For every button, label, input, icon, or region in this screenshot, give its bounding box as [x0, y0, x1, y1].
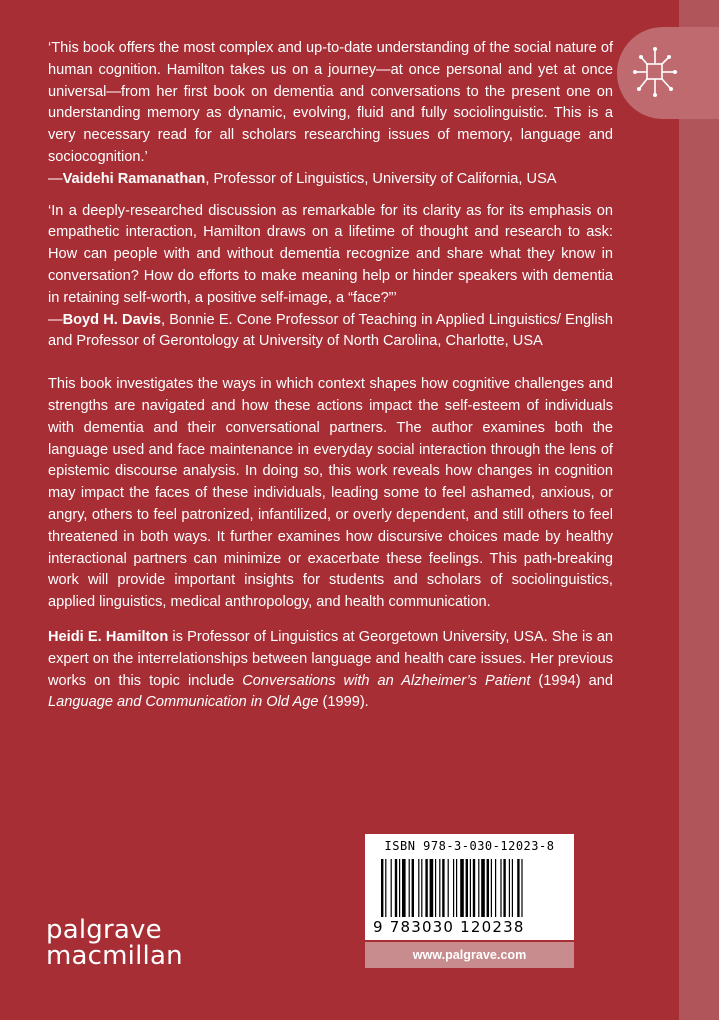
barcode-icon: [381, 859, 563, 923]
author-name: Heidi E. Hamilton: [48, 628, 169, 645]
quote-block-2: [48, 201, 613, 354]
quote-text-2: ‘In a deeply-researched discussion as remarkable for its clarity as for its emphasis on empathetic interaction, Hamilton draws on a lifetime of thought and research to ask: How can people with and without dementia recognize and share what they know in conversation? How do efforts to make meaning help or hinder speakers with dementia in retaining self-worth, a positive self-image, a “face?”’: [48, 202, 613, 306]
publisher-logo: [46, 917, 183, 969]
publisher-line-1: palgrave: [46, 915, 162, 945]
isbn-label: ISBN 978-3-030-12023-8: [384, 839, 555, 853]
quote-author-2: Boyd H. Davis: [62, 311, 161, 328]
publisher-line-2: macmillan: [46, 941, 183, 971]
quote-text-1: ‘This book offers the most complex and up-to-date understanding of the social nature of human cognition. Hamilton takes us on a journey—at once personal and yet at once universal—from her first book on dementia and conversations to the present one on understanding memory as dynamic, evolving, fluid and fully sociolinguistic. This is a very necessary read for all scholars researching issues of memory, language and sociocognition.’: [48, 40, 613, 165]
bio-text-3: (1999).: [318, 694, 369, 711]
quote-dash-2: —: [48, 311, 63, 328]
quote-block-1: [48, 38, 613, 191]
quote-author-role-1: , Professor of Linguistics, University of California, USA: [205, 170, 557, 187]
logo-tab: [617, 27, 719, 119]
barcode-box: [365, 834, 574, 940]
quote-attribution-2: [48, 312, 613, 350]
bio-text-2: (1994) and: [530, 672, 613, 689]
spine-strip: [679, 0, 719, 1020]
book-description: This book investigates the ways in which context shapes how cognitive challenges and strengths are navigated and how these actions impact the self-esteem of individuals with dementia and their conversational partners. The author examines both the language used and face maintenance in everyday social interaction through the lens of epistemic discourse analysis. In doing so, this work reveals how changes in cognition may impact the faces of these individuals, leading some to feel ashamed, anxious, or angry, others to feel patronized, infantilized, or overly dependent, and still others to feel threatened in both ways. It further examines how discursive choices made by healthy interactional partners can minimize or exacerbate these feelings. This path-breaking work will provide important insights for students and scholars of sociolinguistics, applied linguistics, medical anthropology, and health communication.: [48, 376, 613, 611]
publisher-url: www.palgrave.com: [365, 942, 574, 968]
bio-book-2: Language and Communication in Old Age: [48, 694, 319, 711]
barcode-digits: 9 783030 120238: [373, 918, 525, 936]
quote-attribution-1: [48, 171, 557, 187]
author-bio: [48, 627, 613, 714]
quote-author-1: Vaidehi Ramanathan: [62, 170, 206, 187]
bio-text-1: is Professor of Linguistics at Georgetown University, USA. She is an expert on the interrelationships between language and health care issues. Her previous works on this topic include: [48, 628, 613, 689]
palgrave-network-logo-icon: [633, 47, 677, 99]
quote-author-role-2: , Bonnie E. Cone Professor of Teaching in Applied Linguistics/ English and Professor of Gerontology at University of North Carolina, Charlotte, USA: [48, 311, 613, 350]
bio-book-1: Conversations with an Alzheimer’s Patient: [242, 672, 531, 689]
back-cover-text: [48, 38, 613, 714]
quote-dash-1: —: [48, 170, 63, 187]
